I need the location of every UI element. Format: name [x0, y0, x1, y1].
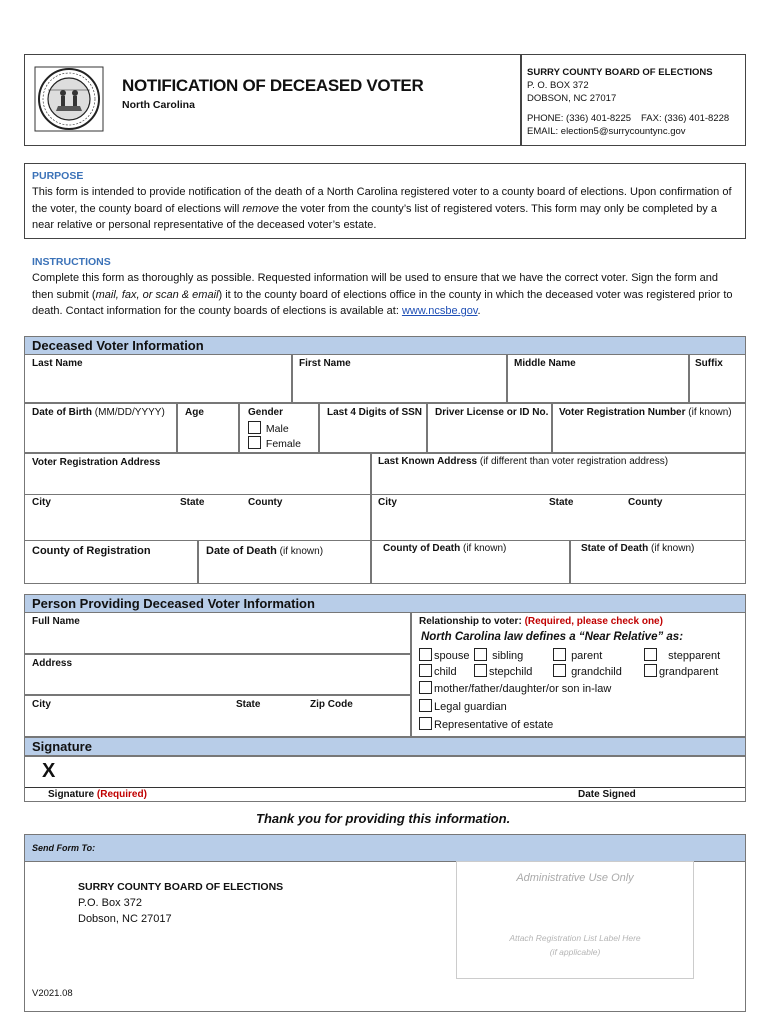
signature-heading: Signature	[32, 739, 92, 754]
last-name-label: Last Name	[32, 358, 83, 369]
county-of-death-note: (if known)	[460, 543, 507, 554]
option-representative[interactable]	[419, 717, 553, 731]
admin-label-note: (if applicable)	[549, 947, 601, 957]
signature-section-header	[24, 737, 746, 756]
parent-checkbox[interactable]	[553, 648, 566, 661]
signature-label	[48, 789, 147, 800]
ssn-label: Last 4 Digits of SSN	[327, 407, 423, 418]
person-zip-label: Zip Code	[310, 699, 353, 710]
option-stepchild[interactable]	[474, 664, 532, 678]
state-of-death-note: (if known)	[648, 543, 695, 554]
instructions-text	[32, 270, 740, 320]
grandparent-checkbox[interactable]	[644, 664, 657, 677]
reg-state-label: State	[180, 497, 205, 508]
dob-format: (MM/DD/YYYY)	[92, 407, 165, 418]
instructions-heading: INSTRUCTIONS	[32, 256, 111, 268]
gender-male-option[interactable]	[248, 421, 289, 435]
relationship-text: Relationship to voter:	[419, 616, 525, 627]
option-grandparent[interactable]	[644, 664, 718, 678]
relationship-required: (Required, please check one)	[524, 616, 663, 627]
last-address-label-text: Last Known Address	[378, 456, 478, 467]
dob-label-text: Date of Birth	[32, 407, 92, 418]
legal-guardian-label: Legal guardian	[434, 701, 507, 713]
instructions-text-2: ) it to the county board of elections office in the county in which the deceased voter was registered prior to death. Contact information for the county boards of elections is available at:	[32, 288, 733, 317]
state-subtitle: North Carolina	[122, 99, 195, 111]
date-of-death-label	[206, 545, 323, 557]
option-stepparent[interactable]	[644, 648, 720, 662]
board-city: DOBSON, NC 27017	[527, 93, 617, 104]
address-field[interactable]	[24, 654, 411, 695]
stepparent-checkbox[interactable]	[644, 648, 657, 661]
reg-city-label: City	[32, 497, 51, 508]
county-of-death-label	[383, 543, 506, 554]
form-title: NOTIFICATION OF DECEASED VOTER	[122, 76, 424, 95]
driver-license-label: Driver License or ID No.	[435, 407, 549, 418]
last-address-label	[378, 456, 668, 467]
board-email: EMAIL: election5@surrycountync.gov	[527, 126, 686, 137]
vrn-label-text: Voter Registration Number	[559, 407, 686, 418]
reg-address-label: Voter Registration Address	[32, 457, 161, 468]
signature-label-text: Signature	[48, 789, 97, 800]
signature-required: (Required)	[96, 789, 147, 800]
full-name-field[interactable]	[24, 612, 411, 654]
signature-x-mark: X	[42, 760, 56, 782]
sibling-label: sibling	[492, 650, 524, 662]
board-fax: FAX: (336) 401-8228	[641, 113, 730, 124]
male-label: Male	[265, 423, 289, 435]
first-name-label: First Name	[299, 358, 351, 369]
purpose-text-2: the voter from the county’s list of registered voters. This form may only be completed by a near relative or personal representative of the deceased voter’s estate.	[32, 202, 717, 231]
deceased-heading: Deceased Voter Information	[32, 338, 204, 353]
age-label: Age	[185, 407, 204, 418]
option-legal-guardian[interactable]	[419, 699, 507, 713]
instructions-text-3: .	[477, 305, 481, 317]
purpose-text	[32, 184, 737, 234]
stepchild-checkbox[interactable]	[474, 664, 487, 677]
board-name: SURRY COUNTY BOARD OF ELECTIONS	[527, 67, 713, 78]
person-heading: Person Providing Deceased Voter Information	[32, 596, 315, 611]
date-of-death-note: (if known)	[276, 546, 324, 557]
female-checkbox[interactable]	[248, 436, 261, 449]
full-name-label: Full Name	[32, 616, 80, 627]
grandchild-checkbox[interactable]	[553, 664, 566, 677]
purpose-heading: PURPOSE	[32, 170, 84, 182]
representative-label: Representative of estate	[434, 719, 554, 731]
child-label: child	[434, 666, 457, 678]
suffix-label: Suffix	[695, 358, 723, 369]
person-city-label: City	[32, 699, 51, 710]
last-state-label: State	[549, 497, 574, 508]
in-law-label: mother/father/daughter/or son in-law	[434, 683, 612, 695]
near-relative-definition: North Carolina law defines a “Near Relative” as:	[421, 631, 684, 643]
stepparent-label: stepparent	[668, 650, 721, 662]
legal-guardian-checkbox[interactable]	[419, 699, 432, 712]
last-county-label: County	[628, 497, 663, 508]
board-phone: PHONE: (336) 401-8225	[527, 113, 632, 124]
state-of-death-label	[581, 543, 694, 554]
county-of-death-text: County of Death	[383, 543, 461, 554]
dob-label	[32, 407, 165, 418]
last-address-note: (if different than voter registration address)	[477, 456, 669, 467]
purpose-text-em: remove	[242, 202, 280, 215]
male-checkbox[interactable]	[248, 421, 261, 434]
spouse-label: spouse	[434, 650, 470, 662]
admin-label-instruction: Attach Registration List Label Here	[509, 933, 641, 943]
send-po-box: P.O. Box 372	[78, 897, 143, 909]
sibling-checkbox[interactable]	[474, 648, 487, 661]
thank-you-message: Thank you for providing this information.	[256, 811, 511, 826]
gender-label: Gender	[248, 407, 284, 418]
reg-county-label: County	[248, 497, 283, 508]
send-city: Dobson, NC 27017	[78, 913, 172, 925]
in-law-checkbox[interactable]	[419, 681, 432, 694]
middle-name-label: Middle Name	[514, 358, 576, 369]
instructions-text-em: mail, fax, or scan & email	[95, 288, 219, 301]
option-grandchild[interactable]	[553, 664, 622, 678]
child-checkbox[interactable]	[419, 664, 432, 677]
person-state-label: State	[236, 699, 261, 710]
representative-checkbox[interactable]	[419, 717, 432, 730]
stepchild-label: stepchild	[489, 666, 533, 678]
county-registration-label: County of Registration	[32, 545, 151, 557]
parent-label: parent	[571, 650, 603, 662]
option-in-law[interactable]	[419, 681, 611, 695]
signature-field[interactable]	[24, 756, 746, 787]
date-of-death-text: Date of Death	[206, 545, 277, 557]
form-version: V2021.08	[32, 988, 73, 999]
option-child[interactable]	[419, 664, 457, 678]
last-city-label: City	[378, 497, 397, 508]
board-po-box: P. O. BOX 372	[527, 80, 589, 91]
send-form-label: Send Form To:	[32, 843, 96, 853]
spouse-checkbox[interactable]	[419, 648, 432, 661]
grandparent-label: grandparent	[659, 666, 719, 678]
option-spouse[interactable]	[419, 648, 469, 662]
ncsbe-link[interactable]: www.ncsbe.gov	[401, 305, 478, 317]
date-signed-label: Date Signed	[578, 789, 636, 800]
female-label: Female	[265, 438, 301, 450]
voter-reg-number-label	[559, 407, 732, 418]
grandchild-label: grandchild	[571, 666, 622, 678]
address-label: Address	[32, 658, 73, 669]
nc-state-seal	[34, 66, 104, 132]
vrn-note: (if known)	[685, 407, 732, 418]
option-parent[interactable]	[553, 648, 602, 662]
instructions-text-1: Complete this form as thoroughly as possible. Requested information will be used to ensure that we have the correct voter. Sign the form and then submit (	[32, 272, 719, 301]
admin-use-title: Administrative Use Only	[516, 872, 634, 884]
state-of-death-text: State of Death	[581, 543, 649, 554]
gender-female-option[interactable]	[248, 436, 301, 450]
send-board-name: SURRY COUNTY BOARD OF ELECTIONS	[78, 881, 284, 893]
send-form-header	[24, 834, 746, 862]
option-sibling[interactable]	[474, 648, 523, 662]
purpose-text-1: This form is intended to provide notification of the death of a North Carolina registered voter to a county board of elections. Upon confirmation of the voter, the county board of elections will	[32, 186, 732, 215]
relationship-label	[419, 616, 663, 627]
